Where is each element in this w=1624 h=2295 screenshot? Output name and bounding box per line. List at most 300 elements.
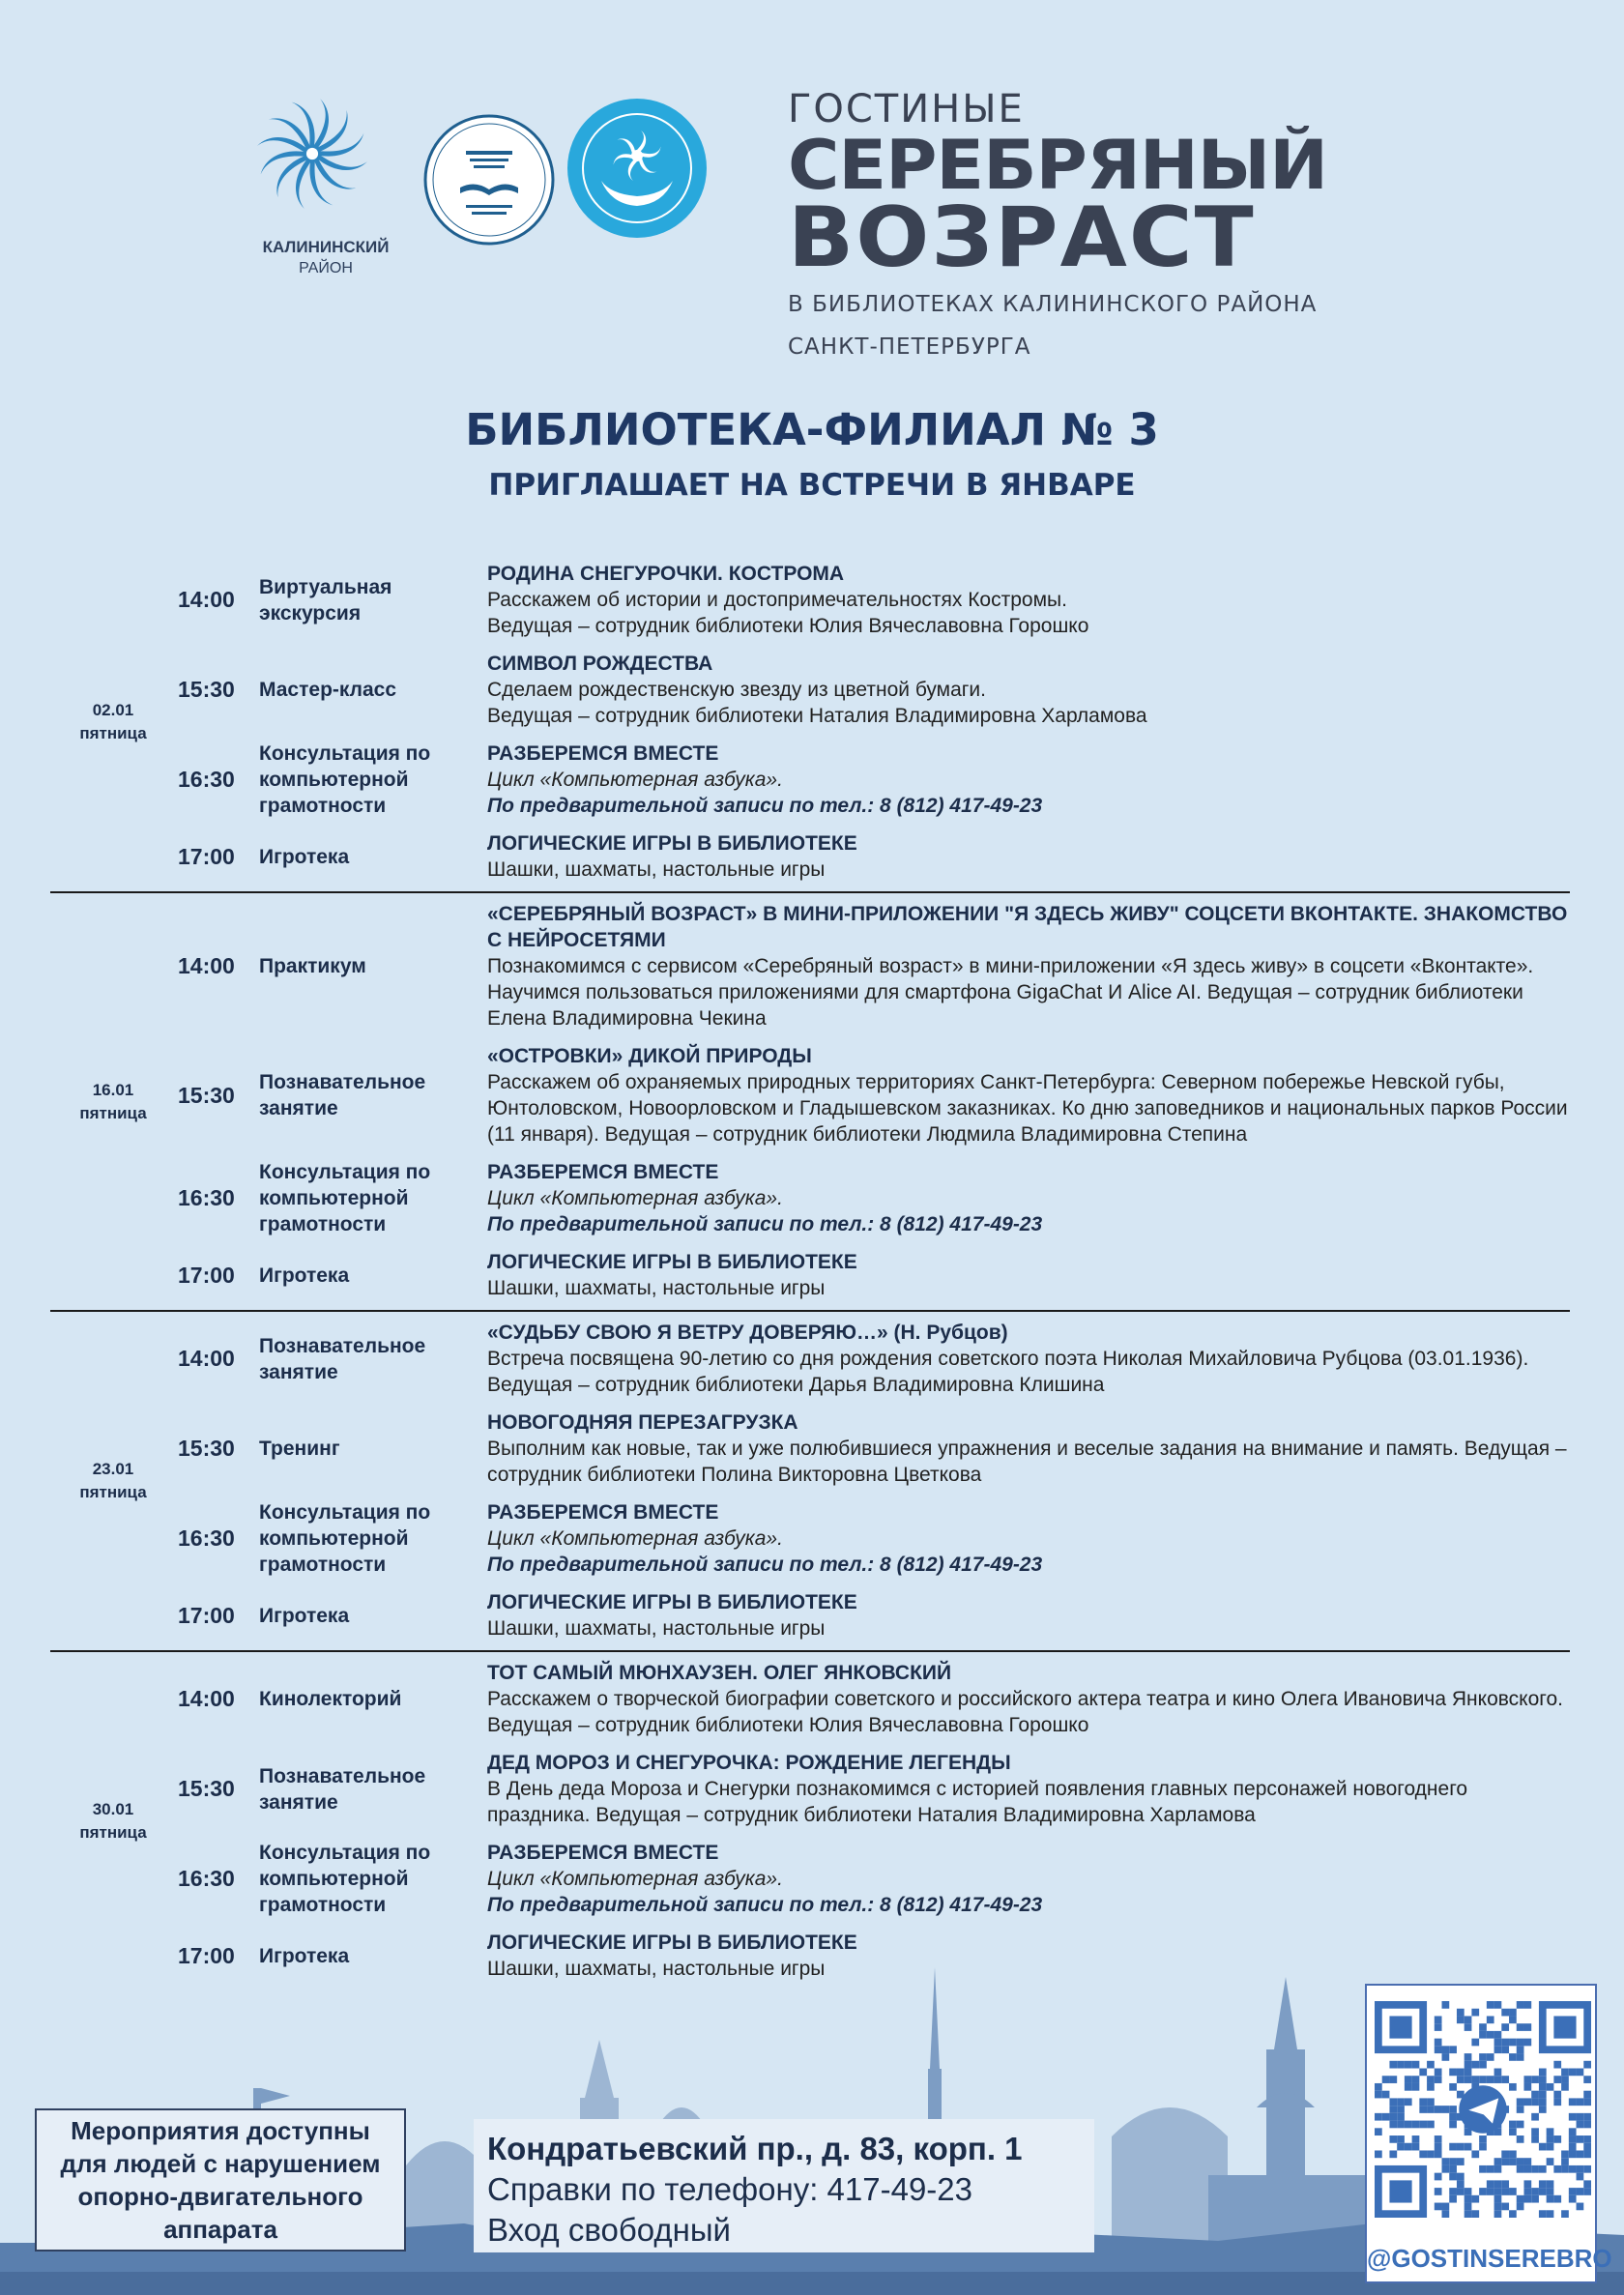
event-text: Сделаем рождественскую звезду из цветной бумаги. bbox=[487, 679, 986, 701]
qr-module bbox=[1435, 2135, 1442, 2143]
qr-code-box[interactable] bbox=[1365, 1984, 1612, 2283]
event-time: 16:30 bbox=[178, 767, 235, 792]
qr-module bbox=[1569, 2098, 1577, 2106]
qr-module bbox=[1382, 2113, 1390, 2121]
qr-module bbox=[1547, 2083, 1554, 2091]
schedule-table bbox=[50, 553, 1570, 1990]
event-title: РАЗБЕРЕМСЯ ВМЕСТЕ bbox=[487, 1842, 719, 1864]
qr-module bbox=[1501, 2203, 1509, 2211]
qr-module bbox=[1389, 2098, 1397, 2106]
qr-module bbox=[1577, 2098, 1584, 2106]
qr-module bbox=[1494, 2180, 1502, 2188]
qr-module bbox=[1457, 2180, 1464, 2188]
qr-module bbox=[1577, 2150, 1584, 2158]
event-type: Игротека bbox=[259, 1604, 350, 1627]
event-row bbox=[176, 825, 1570, 888]
event-text: Шашки, шахматы, настольные игры bbox=[487, 1617, 826, 1640]
qr-module bbox=[1583, 2143, 1591, 2151]
qr-module bbox=[1464, 2023, 1472, 2031]
qr-module bbox=[1517, 2023, 1524, 2031]
district-line1: КАЛИНИНСКИЙ bbox=[262, 238, 390, 256]
qr-module bbox=[1561, 2083, 1569, 2091]
qr-module bbox=[1531, 2128, 1539, 2135]
event-time: 16:30 bbox=[178, 1525, 235, 1551]
qr-module bbox=[1569, 2113, 1577, 2121]
qr-module bbox=[1442, 2158, 1450, 2165]
qr-module bbox=[1412, 2061, 1420, 2069]
event-row bbox=[176, 1037, 1570, 1153]
qr-module bbox=[1479, 2031, 1487, 2039]
qr-module bbox=[1517, 2001, 1524, 2009]
qr-module bbox=[1517, 2135, 1524, 2143]
qr-module bbox=[1479, 2188, 1487, 2195]
qr-module bbox=[1487, 2165, 1494, 2173]
qr-module bbox=[1382, 2076, 1390, 2083]
qr-module bbox=[1405, 2121, 1412, 2129]
event-description bbox=[487, 1043, 1570, 1148]
qr-module bbox=[1487, 2016, 1494, 2023]
qr-module bbox=[1547, 2143, 1554, 2151]
qr-module bbox=[1561, 2069, 1569, 2077]
qr-module bbox=[1457, 2076, 1464, 2083]
qr-module bbox=[1501, 2188, 1509, 2195]
qr-module bbox=[1553, 2016, 1576, 2038]
event-row bbox=[176, 1834, 1570, 1924]
qr-module bbox=[1457, 2016, 1464, 2023]
qr-module bbox=[1517, 2158, 1524, 2165]
qr-module bbox=[1449, 2173, 1457, 2181]
event-type: Консультация по компьютерной грамотности bbox=[259, 1501, 431, 1576]
qr-module bbox=[1449, 2083, 1457, 2091]
qr-module bbox=[1539, 2180, 1547, 2188]
accessibility-line: Мероприятия доступны bbox=[71, 2116, 370, 2145]
qr-module bbox=[1375, 2128, 1382, 2135]
qr-module bbox=[1517, 2039, 1524, 2047]
event-time: 15:30 bbox=[178, 1082, 235, 1108]
event-row bbox=[176, 645, 1570, 735]
qr-module bbox=[1583, 2098, 1591, 2106]
event-type: Консультация по компьютерной грамотности bbox=[259, 1161, 431, 1235]
event-description bbox=[487, 741, 1570, 819]
qr-module bbox=[1509, 2016, 1517, 2023]
qr-module bbox=[1435, 2039, 1442, 2047]
qr-module bbox=[1457, 2158, 1464, 2165]
qr-module bbox=[1427, 2150, 1435, 2158]
qr-module bbox=[1583, 2165, 1591, 2173]
qr-module bbox=[1449, 2106, 1457, 2113]
qr-module bbox=[1405, 2143, 1412, 2151]
qr-module bbox=[1523, 2180, 1531, 2188]
qr-module bbox=[1389, 2121, 1397, 2129]
qr-module bbox=[1471, 2039, 1479, 2047]
qr-module bbox=[1494, 2203, 1502, 2211]
qr-module bbox=[1464, 2076, 1472, 2083]
qr-module bbox=[1501, 2023, 1509, 2031]
qr-module bbox=[1517, 2053, 1524, 2061]
accessibility-line: аппарата bbox=[163, 2215, 277, 2244]
qr-module bbox=[1375, 2150, 1382, 2158]
qr-module bbox=[1471, 2150, 1479, 2158]
qr-module bbox=[1553, 2135, 1561, 2143]
qr-module bbox=[1457, 2069, 1464, 2077]
brand-small: ГОСТИНЫЕ bbox=[788, 87, 1025, 131]
qr-module bbox=[1494, 2046, 1502, 2053]
qr-module bbox=[1479, 2165, 1487, 2173]
brand-subtitle-2: САНКТ-ПЕТЕРБУРГА bbox=[788, 334, 1031, 360]
qr-module bbox=[1419, 2121, 1427, 2129]
day-label bbox=[50, 1312, 176, 1650]
qr-module bbox=[1487, 2076, 1494, 2083]
event-type: Кинолекторий bbox=[259, 1688, 402, 1710]
event-description bbox=[487, 561, 1570, 639]
qr-module bbox=[1464, 2016, 1472, 2023]
day-label bbox=[50, 553, 176, 891]
qr-module bbox=[1583, 2188, 1591, 2195]
qr-module bbox=[1569, 2150, 1577, 2158]
qr-module bbox=[1577, 2203, 1584, 2211]
qr-module bbox=[1501, 2180, 1509, 2188]
event-title: ДЕД МОРОЗ И СНЕГУРОЧКА: РОЖДЕНИЕ ЛЕГЕНДЫ bbox=[487, 1752, 1011, 1774]
qr-module bbox=[1583, 2061, 1591, 2069]
event-time: 17:00 bbox=[178, 1262, 235, 1288]
qr-module bbox=[1427, 2076, 1435, 2083]
qr-module bbox=[1494, 2031, 1502, 2039]
qr-module bbox=[1487, 2180, 1494, 2188]
entry-line: Вход свободный bbox=[487, 2212, 731, 2248]
qr-module bbox=[1569, 2135, 1577, 2143]
qr-module bbox=[1509, 2158, 1517, 2165]
qr-module bbox=[1547, 2180, 1554, 2188]
brand-line2: ВОЗРАСТ bbox=[788, 189, 1256, 286]
qr-module bbox=[1523, 2098, 1531, 2106]
qr-module bbox=[1539, 2076, 1547, 2083]
qr-module bbox=[1531, 2113, 1539, 2121]
qr-module bbox=[1389, 2016, 1411, 2038]
qr-module bbox=[1539, 2083, 1547, 2091]
qr-module bbox=[1457, 2173, 1464, 2181]
qr-module bbox=[1464, 2195, 1472, 2203]
address-box bbox=[474, 2119, 1094, 2252]
event-description bbox=[487, 1750, 1570, 1828]
qr-module bbox=[1449, 2195, 1457, 2203]
qr-module bbox=[1501, 2076, 1509, 2083]
qr-module bbox=[1553, 2165, 1561, 2173]
social-handle[interactable]: @GOSTINSEREBRO bbox=[1367, 2244, 1612, 2273]
qr-module bbox=[1464, 2143, 1472, 2151]
qr-module bbox=[1471, 2195, 1479, 2203]
event-registration-note: По предварительной записи по тел.: 8 (812) 417-49-23 bbox=[487, 1554, 1043, 1576]
qr-module bbox=[1397, 2113, 1405, 2121]
qr-module bbox=[1583, 2121, 1591, 2129]
page-title: БИБЛИОТЕКА-ФИЛИАЛ № 3 bbox=[465, 404, 1159, 455]
qr-module bbox=[1539, 2091, 1547, 2099]
qr-module bbox=[1487, 2053, 1494, 2061]
qr-module bbox=[1389, 2061, 1397, 2069]
qr-module bbox=[1479, 2053, 1487, 2061]
event-description bbox=[487, 1320, 1570, 1398]
event-time: 14:00 bbox=[178, 1686, 235, 1711]
event-text: Расскажем об охраняемых природных территориях Санкт-Петербурга: Северном побережье Невской губы, Юнтоловском, Новоорловском и Гладышевском заказниках. Ко дню заповедников и национальных парков России (11 января). Ведущая – сотрудник библиотеки Людмила Владимировна Степина bbox=[487, 1071, 1568, 1146]
qr-module bbox=[1479, 2061, 1487, 2069]
qr-module bbox=[1523, 2076, 1531, 2083]
event-description bbox=[487, 1840, 1570, 1918]
qr-module bbox=[1547, 2210, 1554, 2218]
day-weekday: пятница bbox=[79, 1823, 147, 1842]
qr-module bbox=[1412, 2076, 1420, 2083]
qr-module bbox=[1375, 2091, 1382, 2099]
qr-module bbox=[1397, 2106, 1405, 2113]
qr-module bbox=[1531, 2098, 1539, 2106]
event-series: Цикл «Компьютерная азбука». bbox=[487, 1187, 783, 1209]
event-text: Расскажем об истории и достопримечательностях Костромы. bbox=[487, 589, 1067, 611]
qr-module bbox=[1412, 2135, 1420, 2143]
qr-module bbox=[1442, 2053, 1450, 2061]
qr-module bbox=[1449, 2069, 1457, 2077]
qr-module bbox=[1569, 2143, 1577, 2151]
qr-module bbox=[1523, 2158, 1531, 2165]
qr-module bbox=[1509, 2009, 1517, 2017]
event-time: 16:30 bbox=[178, 1866, 235, 1891]
qr-module bbox=[1375, 2113, 1382, 2121]
event-registration-note: По предварительной записи по тел.: 8 (812) 417-49-23 bbox=[487, 795, 1043, 817]
qr-module bbox=[1389, 2135, 1397, 2143]
qr-module bbox=[1553, 2091, 1561, 2099]
event-row bbox=[176, 1314, 1570, 1404]
qr-module bbox=[1577, 2173, 1584, 2181]
qr-module bbox=[1561, 2158, 1569, 2165]
qr-module bbox=[1449, 2188, 1457, 2195]
event-text: Ведущая – сотрудник библиотеки Юлия Вячеславовна Горошко bbox=[487, 615, 1089, 637]
event-time: 15:30 bbox=[178, 677, 235, 702]
event-time: 17:00 bbox=[178, 843, 235, 869]
qr-module bbox=[1397, 2143, 1405, 2151]
qr-module bbox=[1583, 2113, 1591, 2121]
event-text: Расскажем о творческой биографии советского и российского актера театра и кино Олега Ивановича Янковского. Ведущая – сотрудник библиотеки Юлия Вячеславовна Горошко bbox=[487, 1688, 1563, 1736]
qr-module bbox=[1479, 2143, 1487, 2151]
qr-module bbox=[1561, 2076, 1569, 2083]
event-registration-note: По предварительной записи по тел.: 8 (812) 417-49-23 bbox=[487, 1213, 1043, 1235]
day-label bbox=[50, 893, 176, 1310]
day-weekday: пятница bbox=[79, 724, 147, 742]
qr-module bbox=[1539, 2098, 1547, 2106]
qr-module bbox=[1583, 2150, 1591, 2158]
qr-module bbox=[1464, 2188, 1472, 2195]
qr-module bbox=[1442, 2106, 1450, 2113]
qr-module bbox=[1449, 2165, 1457, 2173]
event-text: Выполним как новые, так и уже полюбившиеся упражнения и веселые задания на внимание и память. Ведущая – сотрудник библиотеки Полина Викторовна Цветкова bbox=[487, 1438, 1567, 1486]
qr-module bbox=[1375, 2083, 1382, 2091]
qr-module bbox=[1427, 2098, 1435, 2106]
qr-module bbox=[1435, 2046, 1442, 2053]
qr-module bbox=[1539, 2106, 1547, 2113]
qr-module bbox=[1389, 2076, 1397, 2083]
qr-module bbox=[1561, 2165, 1569, 2173]
qr-module bbox=[1427, 2061, 1435, 2069]
event-title: НОВОГОДНЯЯ ПЕРЕЗАГРУЗКА bbox=[487, 1411, 798, 1434]
qr-module bbox=[1583, 2076, 1591, 2083]
qr-module bbox=[1435, 2069, 1442, 2077]
qr-module bbox=[1531, 2195, 1539, 2203]
qr-module bbox=[1442, 2210, 1450, 2218]
event-row bbox=[176, 555, 1570, 645]
event-row bbox=[176, 1494, 1570, 1583]
event-title: ТОТ САМЫЙ МЮНХАУЗЕН. ОЛЕГ ЯНКОВСКИЙ bbox=[487, 1662, 952, 1684]
qr-module bbox=[1382, 2091, 1390, 2099]
qr-module bbox=[1435, 2106, 1442, 2113]
event-time: 14:00 bbox=[178, 1346, 235, 1371]
brand-block bbox=[788, 87, 1328, 360]
address: Кондратьевский пр., д. 83, корп. 1 bbox=[487, 2131, 1023, 2166]
qr-module bbox=[1501, 2046, 1509, 2053]
qr-module bbox=[1471, 2009, 1479, 2017]
event-text: В День деда Мороза и Снегурки познакомимся с историей появления главных персонажей новогоднего праздника. Ведущая – сотрудник библиотеки Наталия Владимировна Харламова bbox=[487, 1778, 1468, 1826]
accessibility-line: для людей с нарушением bbox=[60, 2149, 381, 2178]
qr-module bbox=[1523, 2083, 1531, 2091]
day-date: 30.01 bbox=[92, 1800, 134, 1818]
qr-module bbox=[1547, 2128, 1554, 2135]
qr-module bbox=[1494, 2158, 1502, 2165]
qr-module bbox=[1494, 2001, 1502, 2009]
event-series: Цикл «Компьютерная азбука». bbox=[487, 769, 783, 791]
qr-module bbox=[1539, 2069, 1547, 2077]
qr-module bbox=[1517, 2165, 1524, 2173]
event-time: 16:30 bbox=[178, 1185, 235, 1210]
event-title: ЛОГИЧЕСКИЕ ИГРЫ В БИБЛИОТЕКЕ bbox=[487, 1251, 857, 1273]
qr-module bbox=[1412, 2121, 1420, 2129]
day-weekday: пятница bbox=[79, 1483, 147, 1501]
qr-module bbox=[1523, 2165, 1531, 2173]
qr-module bbox=[1494, 2210, 1502, 2218]
qr-module bbox=[1397, 2098, 1405, 2106]
qr-module bbox=[1427, 2121, 1435, 2129]
qr-module bbox=[1442, 2046, 1450, 2053]
qr-module bbox=[1509, 2188, 1517, 2195]
qr-module bbox=[1442, 2203, 1450, 2211]
qr-module bbox=[1523, 2039, 1531, 2047]
qr-module bbox=[1553, 2076, 1561, 2083]
event-description bbox=[487, 1159, 1570, 1237]
qr-module bbox=[1435, 2150, 1442, 2158]
qr-module bbox=[1539, 2210, 1547, 2218]
qr-module bbox=[1389, 2150, 1397, 2158]
event-type: Игротека bbox=[259, 1944, 350, 1967]
qr-module bbox=[1435, 2173, 1442, 2181]
qr-module bbox=[1494, 2165, 1502, 2173]
event-description bbox=[487, 1409, 1570, 1488]
qr-module bbox=[1494, 2076, 1502, 2083]
event-text: Ведущая – сотрудник библиотеки Наталия Владимировна Харламова bbox=[487, 705, 1147, 727]
event-row bbox=[176, 895, 1570, 1037]
event-title: ЛОГИЧЕСКИЕ ИГРЫ В БИБЛИОТЕКЕ bbox=[487, 832, 857, 855]
qr-module bbox=[1405, 2083, 1412, 2091]
qr-module bbox=[1457, 2009, 1464, 2017]
qr-module bbox=[1509, 2121, 1517, 2129]
event-description bbox=[487, 1499, 1570, 1578]
event-type: Тренинг bbox=[259, 1438, 340, 1460]
event-title: «СУДЬБУ СВОЮ Я ВЕТРУ ДОВЕРЯЮ…» (Н. Рубцов) bbox=[487, 1322, 1008, 1344]
kalininsky-district-logo bbox=[253, 95, 371, 213]
event-text: Встреча посвящена 90-летию со дня рождения советского поэта Николая Михайловича Рубцова (03.01.1936). Ведущая – сотрудник библиотеки Дарья Владимировна Клишина bbox=[487, 1348, 1529, 1396]
page-subtitle: ПРИГЛАШАЕТ НА ВСТРЕЧИ В ЯНВАРЕ bbox=[488, 468, 1136, 503]
qr-module bbox=[1427, 2083, 1435, 2091]
qr-module bbox=[1405, 2061, 1412, 2069]
qr-module bbox=[1577, 2165, 1584, 2173]
qr-module bbox=[1583, 2091, 1591, 2099]
qr-module bbox=[1412, 2083, 1420, 2091]
event-title: «СЕРЕБРЯНЫЙ ВОЗРАСТ» В МИНИ-ПРИЛОЖЕНИИ "Я ЗДЕСЬ ЖИВУ" СОЦСЕТИ ВКОНТАКТЕ. ЗНАКОМСТВО С НЕЙРОСЕТЯМИ bbox=[487, 903, 1568, 951]
event-series: Цикл «Компьютерная азбука». bbox=[487, 1527, 783, 1550]
event-type: Мастер-класс bbox=[259, 679, 397, 701]
qr-module bbox=[1523, 2023, 1531, 2031]
qr-module bbox=[1449, 2143, 1457, 2151]
qr-module bbox=[1501, 2039, 1509, 2047]
qr-module bbox=[1471, 2210, 1479, 2218]
qr-module bbox=[1531, 2188, 1539, 2195]
event-type: Игротека bbox=[259, 845, 350, 868]
qr-module bbox=[1494, 2195, 1502, 2203]
qr-code[interactable] bbox=[1375, 1993, 1591, 2225]
qr-module bbox=[1464, 2061, 1472, 2069]
qr-module bbox=[1531, 2076, 1539, 2083]
event-time: 14:00 bbox=[178, 953, 235, 978]
event-row bbox=[176, 1744, 1570, 1834]
event-row bbox=[176, 1243, 1570, 1307]
event-text: Шашки, шахматы, настольные игры bbox=[487, 1958, 826, 1980]
qr-module bbox=[1435, 2143, 1442, 2151]
qr-module bbox=[1419, 2069, 1427, 2077]
qr-module bbox=[1457, 2143, 1464, 2151]
qr-module bbox=[1547, 2158, 1554, 2165]
qr-module bbox=[1509, 2083, 1517, 2091]
qr-module bbox=[1509, 2039, 1517, 2047]
qr-module bbox=[1449, 2121, 1457, 2129]
qr-module bbox=[1501, 2150, 1509, 2158]
qr-module bbox=[1523, 2001, 1531, 2009]
qr-module bbox=[1577, 2069, 1584, 2077]
event-title: ЛОГИЧЕСКИЕ ИГРЫ В БИБЛИОТЕКЕ bbox=[487, 1932, 857, 1954]
qr-module bbox=[1435, 2203, 1442, 2211]
day-group bbox=[50, 893, 1570, 1312]
qr-module bbox=[1501, 2009, 1509, 2017]
phone-line: Справки по телефону: 417-49-23 bbox=[487, 2171, 972, 2207]
qr-module bbox=[1547, 2188, 1554, 2195]
qr-module bbox=[1569, 2195, 1577, 2203]
qr-module bbox=[1517, 2098, 1524, 2106]
event-type: Консультация по компьютерной грамотности bbox=[259, 1842, 431, 1916]
qr-module bbox=[1561, 2150, 1569, 2158]
event-row bbox=[176, 735, 1570, 825]
qr-module bbox=[1539, 2143, 1547, 2151]
qr-module bbox=[1553, 2061, 1561, 2069]
qr-module bbox=[1442, 2165, 1450, 2173]
event-title: РАЗБЕРЕМСЯ ВМЕСТЕ bbox=[487, 742, 719, 765]
qr-module bbox=[1561, 2210, 1569, 2218]
event-description bbox=[487, 1660, 1570, 1738]
qr-module bbox=[1583, 2180, 1591, 2188]
event-text: Шашки, шахматы, настольные игры bbox=[487, 858, 826, 881]
qr-module bbox=[1419, 2106, 1427, 2113]
qr-module bbox=[1471, 2076, 1479, 2083]
qr-module bbox=[1539, 2188, 1547, 2195]
qr-module bbox=[1435, 2188, 1442, 2195]
qr-module bbox=[1494, 2188, 1502, 2195]
qr-module bbox=[1547, 2135, 1554, 2143]
qr-module bbox=[1479, 2135, 1487, 2143]
qr-module bbox=[1569, 2128, 1577, 2135]
event-type: Практикум bbox=[259, 955, 366, 977]
event-description bbox=[487, 651, 1570, 729]
qr-module bbox=[1553, 2098, 1561, 2106]
